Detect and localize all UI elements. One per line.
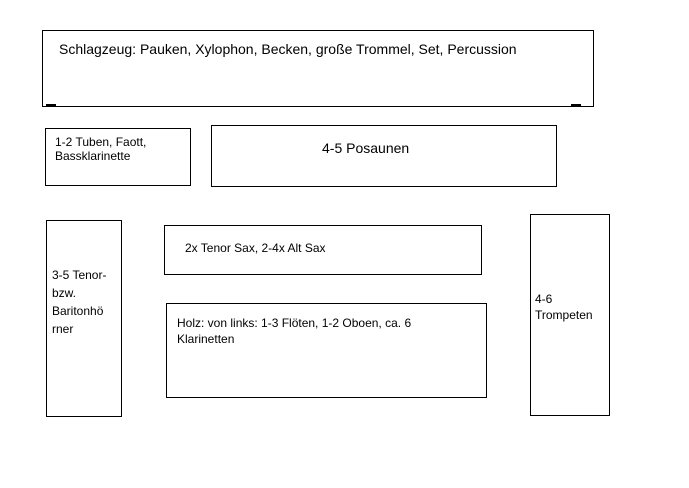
percussion-label: Schlagzeug: Pauken, Xylophon, Becken, große Trommel, Set, Percussion — [59, 41, 517, 57]
percussion-left-marker — [46, 104, 56, 106]
trumpets-label: 4-6 Trompeten — [535, 292, 593, 322]
percussion-right-marker — [571, 104, 581, 106]
saxophones-label: 2x Tenor Sax, 2-4x Alt Sax — [185, 241, 326, 255]
trumpets-box — [530, 214, 610, 416]
woodwinds-label: Holz: von links: 1-3 Flöten, 1-2 Oboen, ca. 6 Klarinetten — [177, 316, 412, 346]
woodwinds-box — [166, 303, 487, 398]
low-brass-label: 1-2 Tuben, Faott, Bassklarinette — [55, 135, 147, 163]
trombones-label: 4-5 Posaunen — [322, 140, 410, 156]
horns-label: 3-5 Tenor- bzw. Baritonhö rner — [52, 268, 107, 336]
saxophones-box — [164, 225, 482, 275]
trombones-box — [211, 125, 557, 187]
horns-box — [46, 220, 122, 417]
low-brass-box — [45, 128, 191, 186]
percussion-box — [42, 30, 594, 107]
